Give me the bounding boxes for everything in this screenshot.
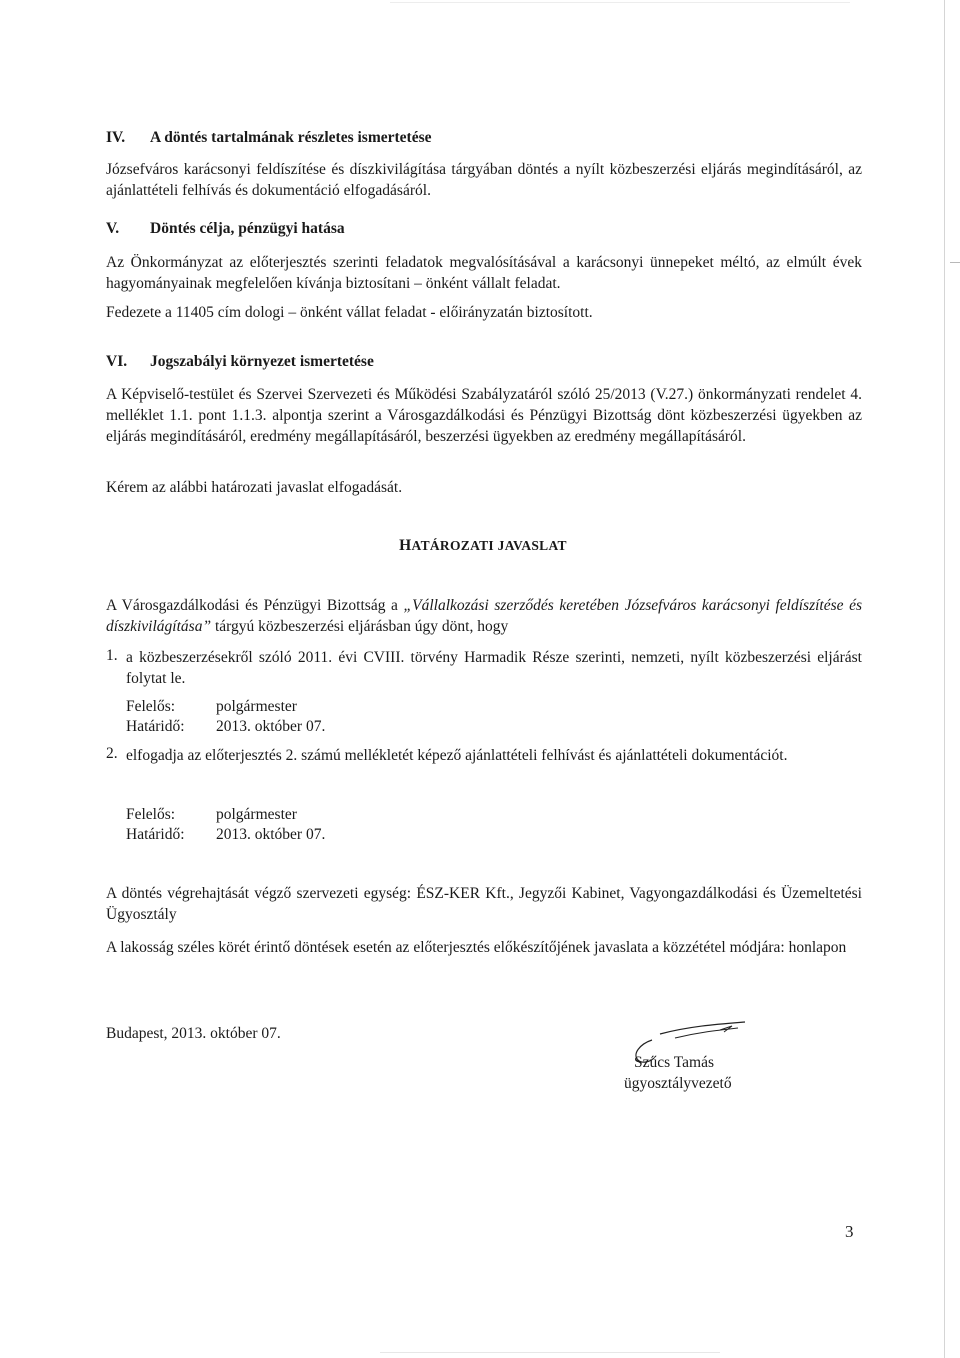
scan-border-bottom (380, 1352, 720, 1353)
resolution-intro (106, 595, 862, 637)
resolution-item-2-text: elfogadja az előterjesztés 2. számú mellékletét képező ajánlattételi felhívást és ajánlattételi dokumentációt. (126, 747, 788, 764)
page-number: 3 (845, 1222, 854, 1241)
resolution-item-1-number: 1. (106, 647, 118, 664)
item-1-responsible-value: polgármester (216, 698, 297, 715)
scan-border-right (944, 0, 945, 1358)
section-vi-text: A Képviselő-testület és Szervei Szervezeti és Működési Szabályzatáról szóló 25/2013 (V.27.) önkormányzati rendelet 4. melléklet 1.1. pont 1.1.3. alpontja szerint a Városgazdálkodási és Pénzügyi Bizottság dönt közbeszerzési ügyekben az eljárás megindításáról, eredmény megállapításáról, beszerzési ügyekben az eredmény megállapításáról. (106, 386, 862, 445)
publication-method: A lakosság széles körét érintő döntések esetén az előterjesztés előkészítőjének javaslata a közzététel módjára: honlapon (106, 939, 847, 956)
section-iv-number: IV. (106, 129, 126, 146)
section-v-heading (106, 220, 345, 238)
section-v-number: V. (106, 220, 120, 237)
signature-name: Szűcs Tamás (634, 1054, 714, 1071)
resolution-item-2-number: 2. (106, 745, 118, 762)
item-2-deadline (126, 826, 325, 844)
resolution-intro-after: tárgyú közbeszerzési eljárásban úgy dönt, hogy (211, 618, 509, 635)
item-1-responsible-label: Felelős: (126, 698, 176, 715)
resolution-title-rest: ATÁROZATI JAVASLAT (411, 538, 567, 553)
place-date: Budapest, 2013. október 07. (106, 1025, 281, 1042)
resolution-item-1 (106, 647, 862, 689)
item-2-deadline-value: 2013. október 07. (216, 826, 326, 843)
item-1-responsible (126, 698, 297, 716)
section-vi-title: Jogszabályi környezet ismertetése (150, 353, 374, 370)
item-2-responsible-label: Felelős: (126, 806, 176, 823)
item-1-deadline-value: 2013. október 07. (216, 718, 326, 735)
item-1-deadline (126, 718, 325, 736)
scan-mark-right (950, 262, 960, 263)
item-2-responsible (126, 806, 297, 824)
resolution-intro-subject: „Vállalkozási szerződés keretében Józsefváros karácsonyi feldíszítése és díszkivilágítása” (106, 597, 863, 635)
section-vi-heading (106, 353, 374, 371)
section-iv-title: A döntés tartalmának részletes ismertetése (150, 129, 432, 146)
resolution-intro-before: A Városgazdálkodási és Pénzügyi Bizottság a (106, 597, 404, 614)
section-v-title: Döntés célja, pénzügyi hatása (150, 220, 345, 237)
section-iv-heading (106, 129, 432, 147)
resolution-title-initial: H (399, 537, 412, 554)
scan-border-top (390, 2, 850, 3)
section-iv-text: Józsefváros karácsonyi feldíszítése és díszkivilágítása tárgyában döntés a nyílt közbeszerzési eljárás megindításáról, az ajánlattételi felhívás és dokumentáció elfogadásáról. (106, 161, 862, 199)
item-2-responsible-value: polgármester (216, 806, 297, 823)
resolution-item-2 (106, 745, 862, 766)
signature-role: ügyosztályvezető (624, 1075, 732, 1092)
section-v-funding: Fedezete a 11405 cím dologi – önként vállat feladat - előirányzatán biztosított. (106, 304, 593, 321)
resolution-item-1-text: a közbeszerzésekről szóló 2011. évi CVIII. törvény Harmadik Része szerinti, nemzeti, nyílt közbeszerzési eljárást folytat le. (126, 649, 862, 687)
resolution-title (105, 537, 861, 555)
section-vi-number: VI. (106, 353, 128, 370)
section-vi-request: Kérem az alábbi határozati javaslat elfogadását. (106, 479, 403, 496)
executing-unit: A döntés végrehajtását végző szervezeti egység: ÉSZ-KER Kft., Jegyzői Kabinet, Vagyongazdálkodási és Üzemeltetési Ügyosztály (106, 885, 862, 923)
item-2-deadline-label: Határidő: (126, 826, 185, 843)
item-1-deadline-label: Határidő: (126, 718, 185, 735)
section-v-text: Az Önkormányzat az előterjesztés szerinti feladatok megvalósításával a karácsonyi ünnepeket méltó, az elmúlt évek hagyományainak megfelelően kívánja biztosítani – önként vállalt feladat. (106, 254, 862, 292)
